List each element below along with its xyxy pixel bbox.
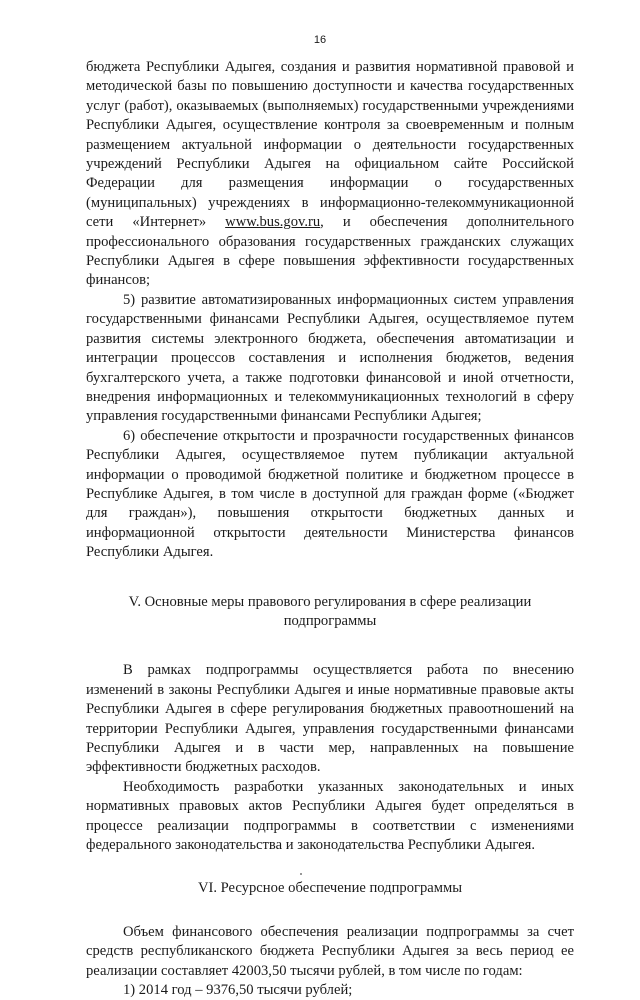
scan-speck — [300, 873, 302, 875]
paragraph-item-6: 6) обеспечение открытости и прозрачности государственных финансов Республики Адыгея, осуществляемое путем публикации актуальной информации о проводимой бюджетной политике и бюджетном процессе в Республике Адыгея, в том числе в доступной для граждан форме («Бюджет для граждан»), повышения открытости бюджетных данных и информационной открытости деятельности Министерства финансов Республики Адыгея. — [86, 427, 574, 561]
section-5-paragraph-2: Необходимость разработки указанных законодательных и иных нормативных правовых актов Республики Адыгея будет определяться в процессе реализации подпрограммы в соответствии с изменениями федерального законодательства и законодательства Республики Адыгея. — [86, 778, 574, 854]
section-5-heading — [86, 593, 574, 632]
section-5-paragraph-1: В рамках подпрограммы осуществляется работа по внесению изменений в законы Республики Адыгея и иные нормативные правовые акты Республики Адыгея в сфере регулирования бюджетных правоотношений на территории Республики Адыгея, управления государственными финансами Республики Адыгея и в части мер, направленных на повышение эффективности бюджетных расходов. — [86, 662, 574, 776]
page-number: 16 — [313, 34, 327, 46]
section-6-heading: VI. Ресурсное обеспечение подпрограммы — [197, 880, 463, 897]
section-5-heading-line-2: подпрограммы — [283, 612, 377, 629]
paragraph-item-5: 5) развитие автоматизированных информационных систем управления государственными финансами Республики Адыгея, осуществляемое путем развития системы электронного бюджета, обеспечения автоматизации и интеграции процессов составления и исполнения бюджетов, ведения бухгалтерского учета, а также подготовки финансовой и иной отчетности, внедрения информационных и телекоммуникационных технологий в сферу управления государственными финансами Республики Адыгея; — [86, 291, 574, 425]
paragraph-text: бюджета Республики Адыгея, создания и развития нормативной правовой и методической базы по повышению доступности и качества государственных услуг (работ), оказываемых (выполняемых) государственными учреждениями Республики Адыгея, осуществление контроля за своевременным и полным размещением актуальной информации о деятельности государственных учреждений Республики Адыгея на официальном сайте Российской Федерации для размещения информации о государственных (муниципальных) учреждениях в информационно-телекоммуникационной сети «Интернет» — [86, 59, 574, 231]
section-5-heading-line-1: V. Основные меры правового регулирования в сфере реализации — [128, 593, 532, 610]
paragraph-budget-continuation — [86, 58, 574, 291]
document-body — [86, 58, 574, 1000]
bus-gov-link[interactable]: www.bus.gov.ru — [225, 214, 321, 231]
paragraph-text: , и обеспечения дополнительного профессионального образования государственных гражданских служащих Республики Адыгея в сфере повышения эффективности государственных финансов; — [86, 214, 574, 289]
section-6-paragraph-2: 1) 2014 год – 9376,50 тысячи рублей; — [123, 982, 353, 999]
section-6-paragraph-1: Объем финансового обеспечения реализации подпрограммы за счет средств республиканского бюджета Республики Адыгея за весь период ее реализации составляет 42003,50 тысячи рублей, в том числе по годам: — [86, 923, 574, 979]
